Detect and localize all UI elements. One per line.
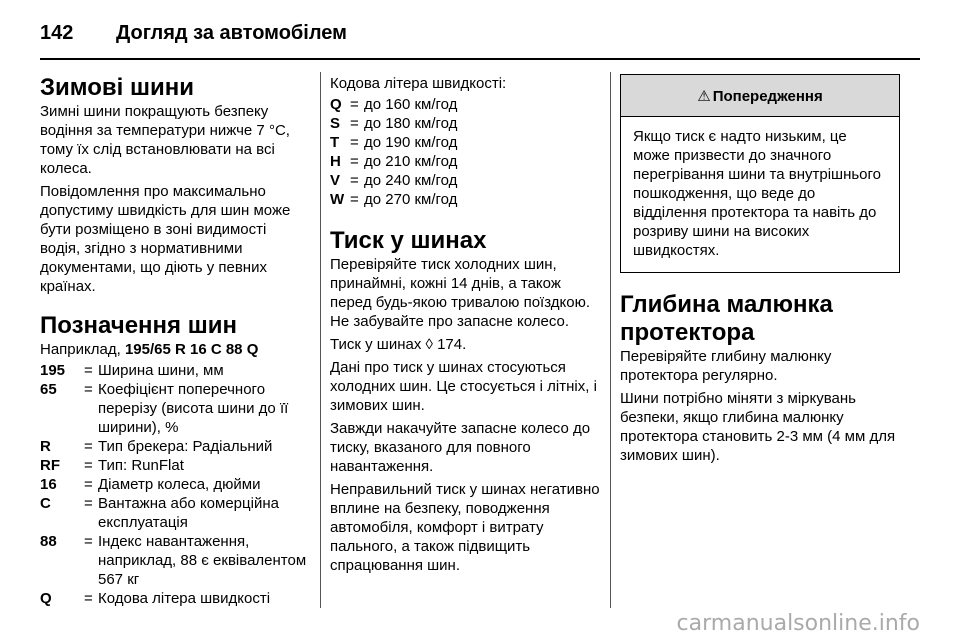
page-number: 142 xyxy=(40,22,74,44)
designation-list xyxy=(40,361,308,608)
column-1 xyxy=(40,74,308,608)
warning-box xyxy=(620,74,900,273)
def-value: Вантажна або комерційна експлуатація xyxy=(98,495,279,531)
def-equals: = xyxy=(350,191,359,208)
pressure-paragraph-2 xyxy=(330,335,600,354)
speed-value: до 190 км/год xyxy=(364,134,458,151)
def-key: Q xyxy=(40,590,52,607)
speed-key: S xyxy=(330,115,341,132)
speed-row xyxy=(330,133,600,152)
example-code: 195/65 R 16 C 88 Q xyxy=(124,341,259,358)
column-3 xyxy=(620,74,900,469)
speed-intro: Кодова літера швидкості: xyxy=(330,75,507,92)
pressure-paragraph-3: Дані про тиск у шинах стосуються холодних шин. Це стосується і літніх, і зимових шин. xyxy=(330,359,597,414)
def-value: Тип брекера: Радіальний xyxy=(98,438,273,455)
definition-row xyxy=(40,380,308,437)
def-equals: = xyxy=(84,590,93,607)
speed-value: до 240 км/год xyxy=(364,172,458,189)
def-equals: = xyxy=(84,457,93,474)
watermark: carmanualsonline.info xyxy=(676,611,920,636)
speed-value: до 210 км/год xyxy=(364,153,458,170)
speed-row xyxy=(330,190,600,209)
depth-paragraph-2: Шини потрібно міняти з міркувань безпеки, якщо глибина малюнку протектора становить 2-3 мм (4 мм для зимових шин). xyxy=(620,390,896,464)
column-divider-2 xyxy=(610,72,611,608)
tread-depth-heading: Глибина малюнка протектора xyxy=(620,291,833,346)
def-key: C xyxy=(40,495,51,512)
speed-value: до 180 км/год xyxy=(364,115,458,132)
winter-paragraph-1: Зимні шини покращують безпеку водіння за температури нижче 7 °C, тому їх слід встановлювати на всі колеса. xyxy=(40,103,290,177)
speed-key: Q xyxy=(330,96,342,113)
def-value: Діаметр колеса, дюйми xyxy=(98,476,261,493)
definition-row xyxy=(40,532,308,589)
def-equals: = xyxy=(84,533,93,550)
def-key: R xyxy=(40,438,51,455)
warning-title: Попередження xyxy=(712,88,823,105)
pressure-paragraph-4: Завжди накачуйте запасне колесо до тиску, вказаного для повного навантаження. xyxy=(330,420,591,475)
def-equals: = xyxy=(84,438,93,455)
definition-row xyxy=(40,589,308,608)
def-equals: = xyxy=(84,476,93,493)
def-equals: = xyxy=(350,153,359,170)
def-equals: = xyxy=(350,134,359,151)
speed-key: T xyxy=(330,134,340,151)
def-key: 88 xyxy=(40,533,57,550)
warning-icon: ⚠ xyxy=(697,88,711,105)
speed-row xyxy=(330,114,600,133)
def-value: Коефіцієнт поперечного перерізу (висота шини до її ширини), % xyxy=(98,381,289,436)
winter-tires-heading: Зимові шини xyxy=(40,74,194,101)
designation-heading: Позначення шин xyxy=(40,312,237,339)
def-equals: = xyxy=(84,362,93,379)
speed-row xyxy=(330,95,600,114)
speed-value: до 270 км/год xyxy=(364,191,458,208)
pressure-paragraph-1: Перевіряйте тиск холодних шин, принаймні, кожні 14 днів, а також перед будь-якою тривалою поїздкою. Не забувайте про запасне колесо. xyxy=(330,256,591,330)
warning-header xyxy=(621,75,899,117)
def-key: 65 xyxy=(40,381,57,398)
def-value: Кодова літера швидкості xyxy=(98,590,271,607)
definition-row xyxy=(40,456,308,475)
def-equals: = xyxy=(84,495,93,512)
def-value: Тип: RunFlat xyxy=(98,457,184,474)
def-equals: = xyxy=(84,381,93,398)
warning-text: Якщо тиск є надто низьким, це може призвести до значного перегрівання шини та внутрішнього пошкодження, що веде до відділення протектора та навіть до розриву шини на високих швидкостях. xyxy=(633,128,882,259)
definition-row xyxy=(40,494,308,532)
def-equals: = xyxy=(350,172,359,189)
column-divider-1 xyxy=(320,72,321,608)
def-value: Ширина шини, мм xyxy=(98,362,224,379)
page-header xyxy=(40,22,347,45)
speed-key: V xyxy=(330,172,341,189)
def-key: 195 xyxy=(40,362,66,379)
header-title: Догляд за автомобілем xyxy=(116,22,347,44)
def-key: 16 xyxy=(40,476,57,493)
speed-value: до 160 км/год xyxy=(364,96,458,113)
def-equals: = xyxy=(350,115,359,132)
speed-key: W xyxy=(330,191,345,208)
pressure-ref-text: Тиск у шинах xyxy=(330,336,426,353)
speed-row xyxy=(330,152,600,171)
tire-pressure-heading: Тиск у шинах xyxy=(330,227,487,254)
header-rule xyxy=(40,58,920,60)
example-line xyxy=(40,340,308,359)
speed-key: H xyxy=(330,153,341,170)
example-prefix: Наприклад, xyxy=(40,341,125,358)
speed-row xyxy=(330,171,600,190)
pressure-paragraph-5: Неправильний тиск у шинах негативно вплине на безпеку, поводження автомобіля, комфорт і витрату пального, а також підвищить спрацювання шин. xyxy=(330,481,600,574)
column-2 xyxy=(330,74,600,579)
definition-row xyxy=(40,361,308,380)
speed-list xyxy=(330,95,600,209)
definition-row xyxy=(40,437,308,456)
def-value: Індекс навантаження, наприклад, 88 є еквівалентом 567 кг xyxy=(98,533,307,588)
definition-row xyxy=(40,475,308,494)
depth-paragraph-1: Перевіряйте глибину малюнку протектора регулярно. xyxy=(620,348,832,384)
def-key: RF xyxy=(40,457,60,474)
winter-paragraph-2: Повідомлення про максимально допустиму швидкість для шин може бути розміщено в зоні видимості водія, згідно з нормативними документами, що діють у певних країнах. xyxy=(40,183,291,295)
def-equals: = xyxy=(350,96,359,113)
pressure-ref-page: 174. xyxy=(432,336,467,353)
page-reference-icon: ◊ xyxy=(425,336,433,353)
